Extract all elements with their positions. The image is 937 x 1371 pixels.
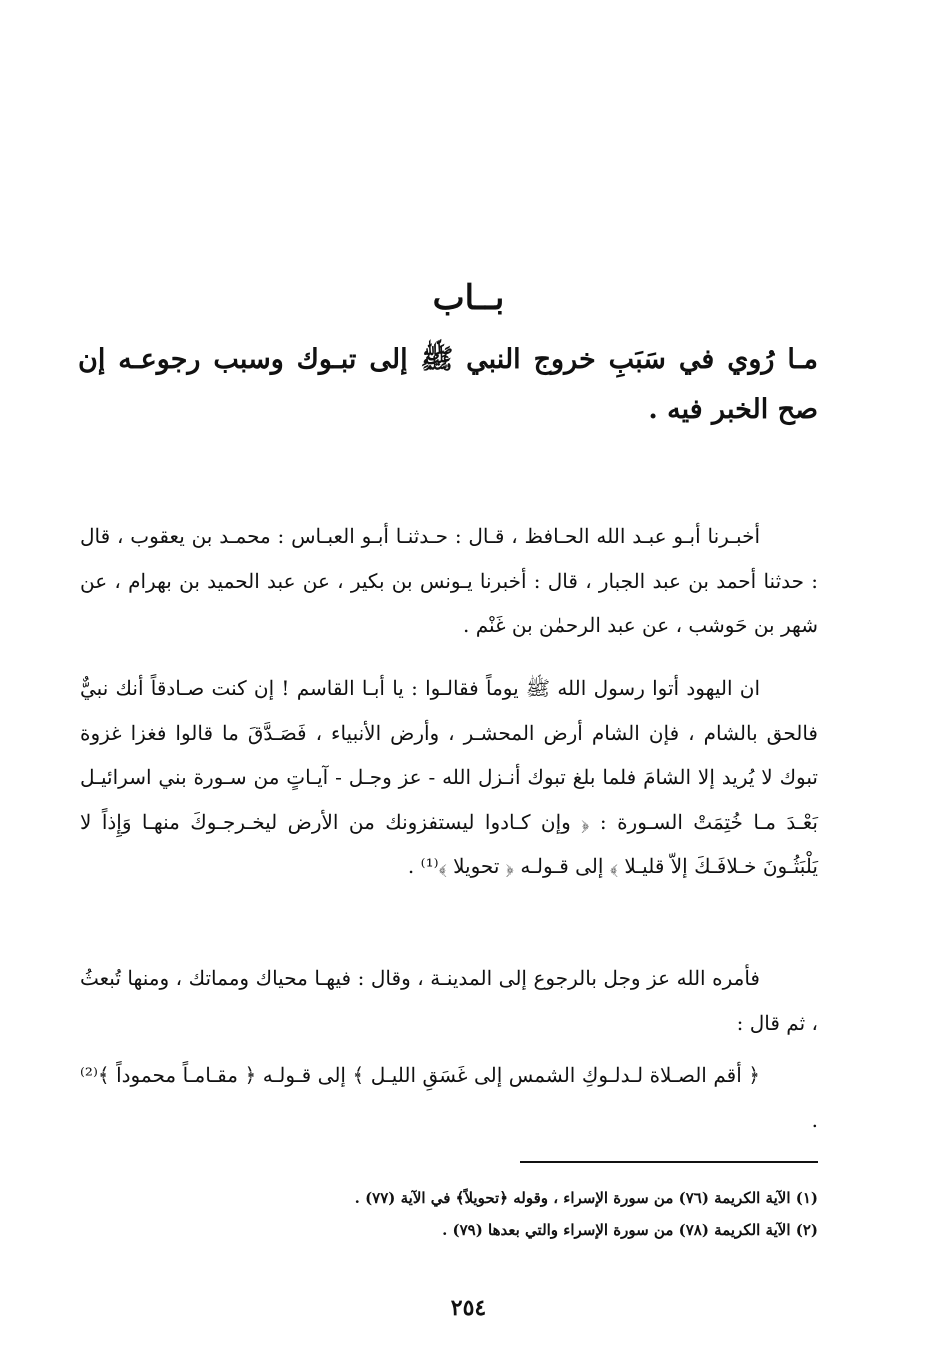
command-paragraph bbox=[80, 956, 818, 1045]
footnote-2: (٢) الآية الكريمة (٧٨) من سورة الإسراء والتي بعدها (٧٩) . bbox=[442, 1221, 818, 1239]
footnotes bbox=[120, 1182, 818, 1246]
isnad-text: أخبـرنا أبـو عبـد الله الحـافظ ، قـال : حـدثنـا أبـو العبـاس : محمـد بن يعقوب ، قال : حدثنا أحمد بن عبد الجبار ، قال : أخبرنا يـونس بن بكير ، عن عبد الحميد بن بهرام ، عن شهر بن حَوشب ، عن عبد الرحمٰن بن غَنْم . bbox=[80, 524, 818, 637]
isnad-paragraph bbox=[80, 514, 818, 648]
footnote-1: (١) الآية الكريمة (٧٦) من سورة الإسراء ، وقوله ﴿تحويلاً﴾ في الآية (٧٧) . bbox=[354, 1189, 818, 1207]
page-number: ٢٥٤ bbox=[450, 1295, 487, 1321]
verse-text: ﴿ أقم الصـلاة لـدلـوكِ الشمس إلى غَسَقِ الليـل ﴾ إلى قـولـه ﴿ مقـامـاً محموداً ﴾⁽²⁾ . bbox=[80, 1063, 818, 1132]
hadith-text: ان اليهود أتوا رسول الله ﷺ يوماً فقالـوا : يا أبـا القاسم ! إن كنت صـادقاً أنك نبيٌّ فالحق بالشام ، فإن الشام أرض المحشـر ، وأرض الأنبياء ، فَصَـدَّقَ ما قالوا فغزا غزوة تبوك لا يُريد إلا الشامَ فلما بلغ تبوك أنـزل الله - عز وجـل - آيـاتٍ من سـورة بني اسرائيـل بَعْـدَ مـا خُتِمَتْ السـورة : ﴿ وإن كـادوا ليستفزونك من الأرض ليخـرجـوكَ منهـا وَإِذاً لا يَلْبَثُـونَ خـلافَـكَ إلاّ قليـلا ﴾ إلى قـولـه ﴿ تحويلا ﴾⁽¹⁾ . bbox=[80, 676, 818, 878]
footnote-divider bbox=[520, 1161, 818, 1163]
verse-paragraph bbox=[80, 1053, 818, 1142]
hadith-paragraph bbox=[80, 666, 818, 889]
chapter-heading: بــاب bbox=[432, 278, 505, 318]
command-text: فأمره الله عز وجل بالرجوع إلى المدينـة ، وقال : فيهـا محياك ومماتك ، ومنها تُبعثُ ، ثم قال : bbox=[80, 966, 818, 1035]
chapter-title: مـا رُوي في سَبَبِ خروج النبي ﷺ إلى تبـوك وسبب رجوعـه إن صح الخبر فيه . bbox=[78, 344, 818, 425]
